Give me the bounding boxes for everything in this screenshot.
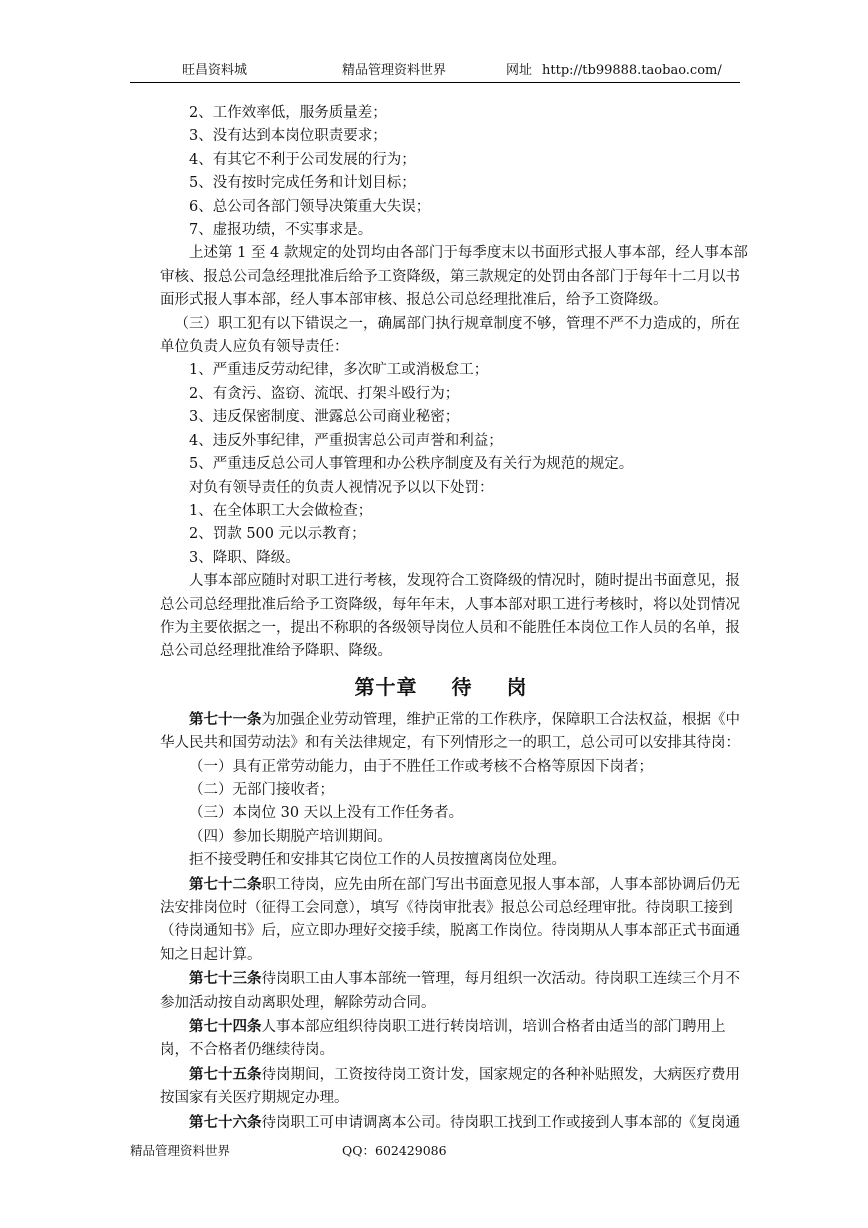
paragraph-text: （二）无部门接收者； (189, 781, 334, 798)
chapter-heading (130, 666, 752, 708)
paragraph (160, 500, 752, 523)
section-standby (160, 708, 752, 1135)
paragraph-text: 上述第 1 至 4 款规定的处罚均由各部门于每季度末以书面形式报人事本部，经人事本部审核、报总公司急经理批准后给予工资降级，第三款规定的处罚由各部门于每年十二月以书面形式报人事本部，经人事本部审核、报总公司总经理批准后，给予工资降级。 (160, 245, 748, 309)
paragraph (160, 477, 752, 500)
paragraph-text: 2、工作效率低，服务质量差； (189, 105, 387, 121)
paragraph-text: 3、违反保密制度、泄露总公司商业秘密； (189, 409, 460, 426)
paragraph (160, 523, 752, 546)
paragraph-text: 待岗职工可申请调离本公司。待岗职工找到工作或接到人事本部的《复岗通 (261, 1114, 740, 1131)
document-body (160, 102, 752, 1135)
paragraph-text: 3、降职、降级。 (189, 549, 300, 566)
chapter-title-char-1: 待 (451, 674, 473, 699)
paragraph (160, 453, 752, 476)
paragraph-text: 2、罚款 500 元以示教育； (189, 526, 366, 543)
paragraph-text: 对负有领导责任的负责人视情况予以以下处罚： (189, 479, 494, 496)
article-paragraph (160, 1111, 752, 1135)
paragraph-text: 1、在全体职工大会做检查； (189, 502, 373, 519)
article-number: 第七十四条 (189, 1018, 262, 1036)
paragraph-text: 4、有其它不利于公司发展的行为； (189, 151, 416, 168)
paragraph-text: （三）本岗位 30 天以上没有工作任务者。 (189, 805, 464, 822)
paragraph-text: 4、违反外事纪律，严重损害总公司声誉和利益； (189, 432, 503, 449)
paragraph-text: 7、虚报功绩，不实事求是。 (189, 222, 373, 239)
article-paragraph (160, 826, 752, 849)
paragraph-text: 人事本部应随时对职工进行考核，发现符合工资降级的情况时，随时提出书面意见，报总公司总经理批准后给予工资降级，每年年末，人事本部对职工进行考核时，将以处罚情况作为主要依据之一，提出不称职的各级领导岗位人员和不能胜任本岗位工作人员的名单，报总公司总经理批准给予降职、降级。 (160, 573, 740, 660)
paragraph (160, 149, 752, 172)
article-paragraph (160, 779, 752, 802)
paragraph (160, 313, 752, 360)
paragraph (160, 383, 752, 406)
article-paragraph (160, 1063, 752, 1111)
paragraph-text: 人事本部应组织待岗职工进行转岗培训，培训合格者由适当的部门聘用上岗，不合格者仍继续待岗。 (160, 1019, 726, 1059)
header-url: http://tb99888.taobao.com/ (542, 63, 722, 78)
paragraph (160, 196, 752, 219)
footer-qq: QQ：602429086 (342, 1143, 447, 1158)
article-paragraph (160, 1015, 752, 1063)
header-url-label: 网址 (506, 63, 533, 78)
paragraph (160, 406, 752, 429)
chapter-number: 第十章 (354, 674, 418, 699)
paragraph-text: （一）具有正常劳动能力，由于不胜任工作或考核不合格等原因下岗者； (189, 758, 653, 775)
paragraph-text: 3、没有达到本岗位职责要求； (189, 128, 387, 145)
paragraph (160, 102, 752, 125)
paragraph (160, 125, 752, 148)
paragraph-text: 为加强企业劳动管理，维护正常的工作秩序，保障职工合法权益，根据《中华人民共和国劳动法》和有关法律规定，有下列情形之一的职工，总公司可以安排其待岗： (160, 711, 740, 752)
paragraph-text: 5、没有按时完成任务和计划目标； (189, 175, 416, 192)
paragraph-text: 1、严重违反劳动纪律，多次旷工或消极怠工； (189, 362, 489, 379)
article-paragraph (160, 708, 752, 756)
paragraph (160, 570, 752, 664)
article-number: 第七十五条 (189, 1065, 262, 1083)
paragraph (160, 172, 752, 195)
paragraph-text: 待岗期间，工资按待岗工资计发，国家规定的各种补贴照发，大病医疗费用按国家有关医疗期规定办理。 (160, 1066, 740, 1107)
article-number: 第七十一条 (189, 710, 262, 728)
paragraph-text: （四）参加长期脱产培训期间。 (189, 828, 392, 845)
paragraph-text: 2、有贪污、盗窃、流氓、打架斗殴行为； (189, 385, 460, 402)
article-paragraph (160, 967, 752, 1015)
paragraph (160, 219, 752, 242)
section-penalties (160, 102, 752, 664)
chapter-title-char-2: 岗 (506, 674, 528, 699)
paragraph-text: 待岗职工由人事本部统一管理，每月组织一次活动。待岗职工连续三个月不参加活动按自动离职处理，解除劳动合同。 (160, 971, 740, 1011)
paragraph (160, 242, 752, 312)
article-number: 第七十二条 (189, 875, 262, 893)
header-site-name: 旺昌资料城 (182, 63, 248, 78)
paragraph-text: 职工待岗，应先由所在部门写出书面意见报人事本部，人事本部协调后仍无法安排岗位时（征得工会同意），填写《待岗审批表》报总公司总经理审批。待岗职工接到（待岗通知书》后，应立即办理好交接手续，脱离工作岗位。待岗期从人事本部正式书面通知之日起计算。 (160, 876, 740, 963)
paragraph-text: 6、总公司各部门领导决策重大失误； (189, 198, 431, 215)
paragraph (160, 547, 752, 570)
paragraph (160, 359, 752, 382)
article-number: 第七十六条 (189, 1113, 262, 1131)
article-paragraph (160, 849, 752, 872)
header-center-title: 精品管理资料世界 (342, 63, 447, 78)
paragraph-text: 拒不接受聘任和安排其它岗位工作的人员按擅离岗位处理。 (189, 852, 566, 869)
article-paragraph (160, 756, 752, 779)
article-paragraph (160, 873, 752, 968)
paragraph (160, 430, 752, 453)
paragraph-text: 5、严重违反总公司人事管理和办公秩序制度及有关行为规范的规定。 (189, 456, 634, 473)
page-header (130, 62, 740, 83)
article-paragraph (160, 802, 752, 825)
paragraph-text: （三）职工犯有以下错误之一，确属部门执行规章制度不够，管理不严不力造成的，所在单位负责人应负有领导责任： (160, 315, 740, 356)
footer-site-name: 精品管理资料世界 (130, 1143, 231, 1158)
article-number: 第七十三条 (189, 970, 262, 988)
